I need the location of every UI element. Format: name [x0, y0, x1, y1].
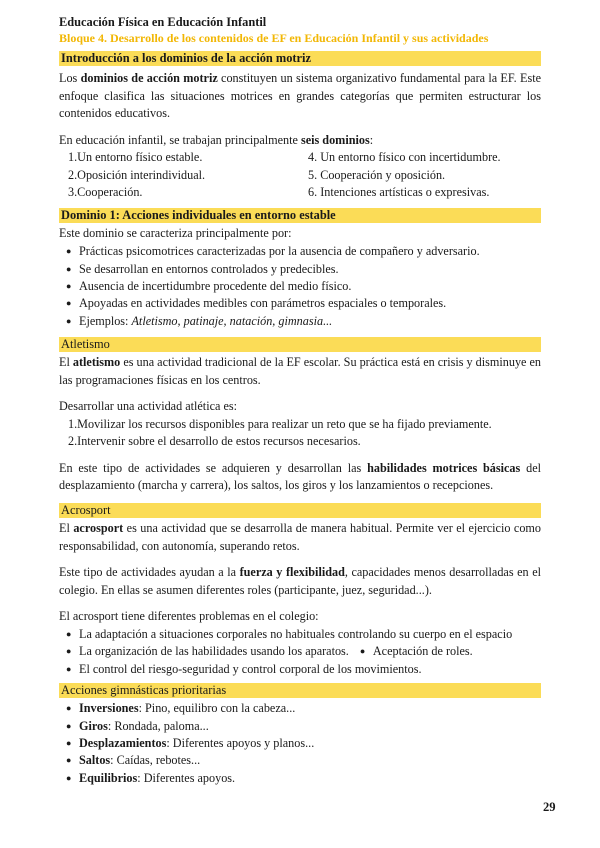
bold-term: Saltos	[79, 753, 111, 768]
text: : Diferentes apoyos.	[137, 770, 236, 785]
bold-term: atletismo	[72, 355, 121, 370]
bullet-icon: ●	[66, 663, 72, 674]
bullet-icon: ●	[66, 738, 72, 748]
bullet-icon: ●	[66, 281, 72, 291]
list-item	[59, 735, 541, 752]
bullet-icon: ●	[66, 315, 72, 326]
bullet-icon: ●	[66, 720, 72, 731]
list-item	[59, 700, 541, 717]
list-item-text: El control del riesgo-seguridad y control corporal de los movimientos.	[79, 661, 422, 676]
page-number: 29	[543, 800, 556, 814]
list-item-text: Aceptación de roles.	[372, 644, 473, 659]
bold-term: seis dominios	[300, 132, 370, 147]
text: es una actividad tradicional de la EF escolar. Su práctica está en crisis y disminuye en las programaciones físicas en los centros.	[59, 355, 541, 387]
bold-term: Equilibrios	[79, 770, 138, 785]
list-item: 2.Intervenir sobre el desarrollo de estos recursos necesarios.	[68, 434, 361, 449]
list-item-text: La adaptación a situaciones corporales no habituales controlando su cuerpo en el espacio	[79, 626, 513, 641]
list-item: 1.Movilizar los recursos disponibles para realizar un reto que se ha fijado previamente.	[68, 417, 492, 431]
text: En este tipo de actividades se adquieren y desarrollan las	[59, 460, 368, 475]
bold-term: habilidades motrices básicas	[367, 460, 521, 475]
domain-item: 6. Intenciones artísticas o expresivas.	[308, 185, 490, 200]
section-heading-dominio1: Dominio 1: Acciones individuales en entorno estable	[59, 208, 541, 223]
text: : Pino, equilibro con la cabeza...	[138, 701, 296, 716]
bullet-icon: ●	[66, 628, 72, 639]
domain-item: 1.Un entorno físico estable.	[68, 150, 203, 165]
list-item	[59, 261, 541, 278]
gimnasticas-list	[59, 700, 541, 787]
text: Los	[59, 71, 81, 85]
text: : Rondada, paloma...	[107, 718, 209, 733]
text: El	[59, 355, 73, 370]
section-heading-atletismo: Atletismo	[59, 337, 541, 352]
atletismo-skills-paragraph	[59, 460, 541, 495]
atletismo-paragraph	[59, 354, 541, 389]
bullet-icon: ●	[66, 755, 72, 766]
list-item-text: Apoyadas en actividades medibles con parámetros espaciales o temporales.	[79, 296, 447, 311]
bullet-icon: ●	[66, 772, 72, 783]
list-item-text: Ausencia de incertidumbre procedente del medio físico.	[79, 279, 352, 293]
domain-item: 2.Oposición interindividual.	[68, 167, 206, 182]
examples-label: Ejemplos:	[79, 313, 132, 328]
block-subtitle: Bloque 4. Desarrollo de los contenidos de EF en Educación Infantil y sus actividades	[59, 31, 489, 45]
list-item-text: Prácticas psicomotrices caracterizadas por la ausencia de compañero y adversario.	[79, 244, 480, 259]
bold-term: acrosport	[73, 521, 124, 535]
text: es una actividad que se desarrolla de manera habitual. Permite ver el ejercicio como responsabilidad, con autonomía, superando retos.	[59, 521, 541, 553]
text: , capacidades menos desarrolladas en el colegio. En ellas se asumen diferentes roles (participante, juez, seguridad...).	[59, 565, 541, 597]
acrosport-problems	[59, 626, 541, 678]
text: :	[369, 132, 374, 147]
text: : Caídas, rebotes...	[110, 753, 201, 768]
list-item	[59, 243, 541, 260]
acrosport-problems-intro: El acrosport tiene diferentes problemas en el colegio:	[59, 609, 319, 624]
atletismo-steps	[59, 416, 541, 451]
list-item-text: La organización de las habilidades usando los aparatos.	[79, 644, 349, 659]
domains-list	[59, 149, 541, 201]
list-item	[59, 313, 541, 330]
bullet-icon: ●	[66, 246, 72, 257]
list-item-text: Se desarrollan en entornos controlados y predecibles.	[79, 261, 339, 276]
list-item	[59, 278, 541, 295]
domain-item: 5. Cooperación y oposición.	[308, 167, 446, 182]
bullet-icon: ●	[359, 646, 366, 657]
section-heading-acrosport: Acrosport	[59, 503, 541, 518]
list-item	[59, 718, 541, 735]
list-item	[59, 661, 541, 678]
list-item	[59, 643, 541, 660]
text: : Diferentes apoyos y planos...	[166, 736, 315, 750]
text: El	[59, 521, 74, 535]
examples-text: Atletismo, patinaje, natación, gimnasia...	[131, 313, 333, 328]
bullet-icon: ●	[66, 298, 72, 309]
list-item	[59, 626, 541, 643]
bold-term: Giros	[79, 718, 108, 733]
section-heading-intro: Introducción a los dominios de la acción motriz	[59, 51, 541, 66]
list-item	[59, 752, 541, 769]
domains-intro	[59, 132, 541, 150]
text: Este tipo de actividades ayudan a la	[59, 565, 240, 580]
bullet-icon: ●	[66, 646, 72, 657]
bold-term: dominios de acción motriz	[80, 71, 218, 85]
text: del desplazamiento (marcha y carrera), los saltos, los giros y los lanzamientos o recepciones.	[59, 460, 541, 493]
domain-item: 4. Un entorno físico con incertidumbre.	[308, 150, 501, 165]
text: En educación infantil, se trabajan principalmente	[59, 132, 301, 147]
domain-item: 3.Cooperación.	[68, 185, 143, 200]
bold-term: Inversiones	[79, 701, 139, 716]
list-item	[59, 770, 541, 787]
text: constituyen un sistema organizativo fundamental para la EF. Este enfoque clasifica las situaciones motrices en grandes categorías que permiten estructurar los contenidos educativos.	[59, 71, 541, 121]
section-heading-gimnasticas: Acciones gimnásticas prioritarias	[59, 683, 541, 698]
bullet-icon: ●	[66, 703, 72, 714]
document-page	[59, 14, 541, 787]
bold-term: fuerza y flexibilidad	[239, 565, 345, 580]
course-title: Educación Física en Educación Infantil	[59, 15, 267, 29]
bold-term: Desplazamientos	[79, 736, 167, 750]
acrosport-paragraph-2	[59, 564, 541, 599]
dominio1-bullets	[59, 243, 541, 330]
intro-paragraph	[59, 70, 541, 123]
atletismo-definition: Desarrollar una actividad atlética es:	[59, 399, 237, 414]
list-item-inline	[359, 643, 473, 660]
list-item	[59, 295, 541, 312]
dominio1-intro: Este dominio se caracteriza principalmente por:	[59, 225, 292, 240]
acrosport-paragraph	[59, 520, 541, 555]
bullet-icon: ●	[66, 263, 72, 274]
